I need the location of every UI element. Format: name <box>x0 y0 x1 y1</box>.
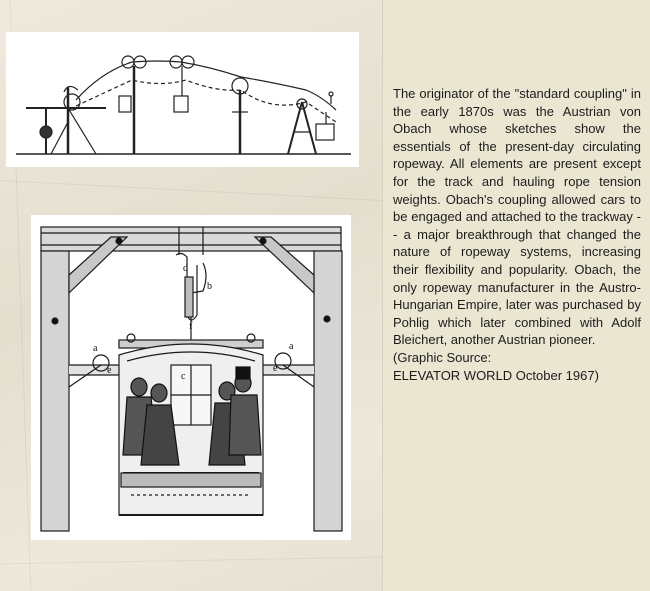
label-d: d <box>183 263 188 274</box>
caption-text <box>393 85 641 384</box>
label-a-left: a <box>93 343 98 354</box>
ropeway-car-engraving <box>31 215 351 540</box>
label-c: c <box>181 371 186 382</box>
ropeway-elevation-drawing <box>6 32 359 167</box>
caption-body: The originator of the "standard coupling" in the early 1870s was the Austrian von Obach whose sketches show the essentials of the present-day circulating ropeway. All elements are present except for the track and hauling rope tension weights. Obach's coupling allowed cars to be engaged and attached to the trackway -- a major breakthrough that changed the nature of ropeway systems, increasing their flexibility and popularity. Obach, the only ropeway manufacturer in the Austro-Hungarian Empire, later was purchased by Pohlig which later combined with Adolf Bleichert, another Austrian pioneer. <box>393 86 641 348</box>
label-e-left: e <box>107 365 112 376</box>
caption-source-label: (Graphic Source: <box>393 349 492 365</box>
caption-source-value: ELEVATOR WORLD October 1967) <box>393 367 599 383</box>
label-f: f <box>189 321 193 332</box>
label-b: b <box>207 281 212 292</box>
label-e-right: e <box>273 363 278 374</box>
ropeway-car-drawing <box>31 215 351 540</box>
label-a-right: a <box>289 341 294 352</box>
ropeway-elevation-sketch <box>6 32 359 167</box>
